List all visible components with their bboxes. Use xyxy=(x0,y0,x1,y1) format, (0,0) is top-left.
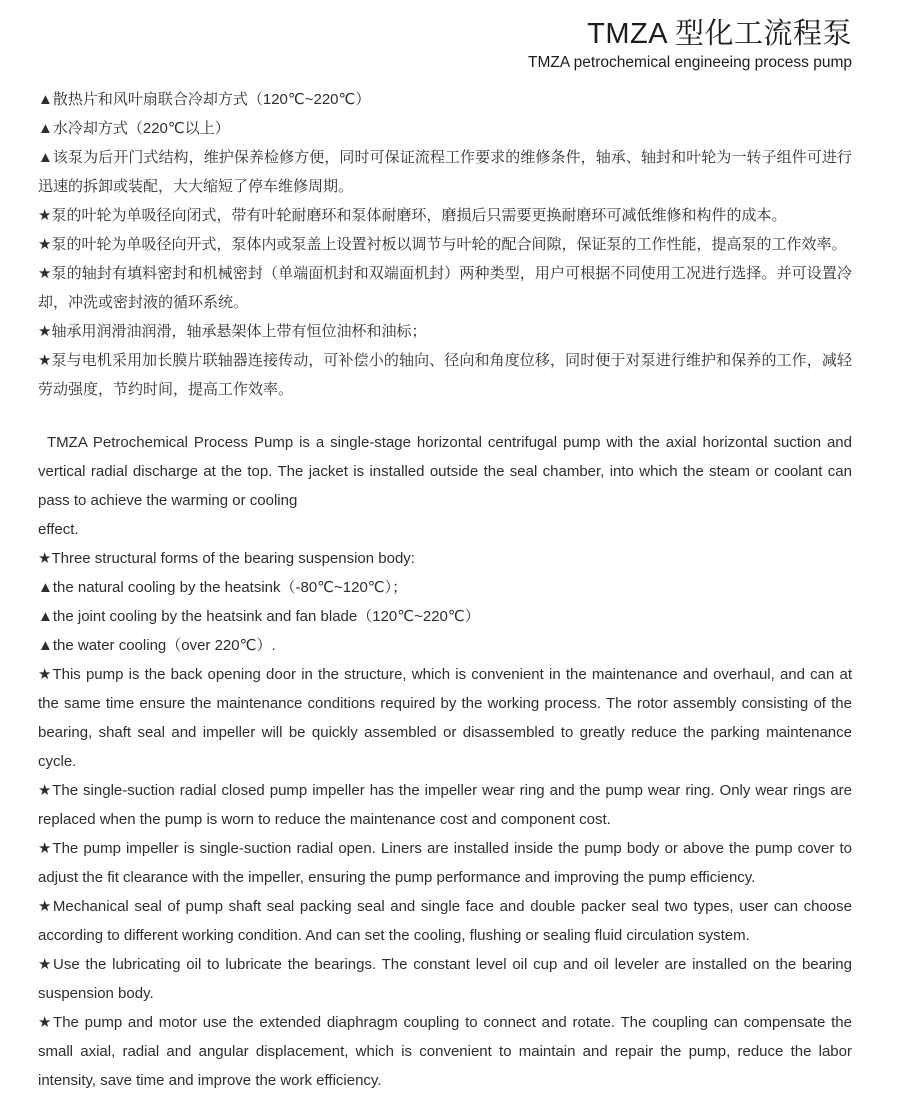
cn-paragraph-8: ★泵与电机采用加长膜片联轴器连接传动，可补偿小的轴向、径向和角度位移，同时便于对泵进行维护和保养的工作，减轻劳动强度，节约时间，提高工作效率。 xyxy=(38,352,852,398)
chinese-features-section xyxy=(38,85,852,404)
en-paragraph-4: ▲the natural cooling by the heatsink（-80℃~120℃）； xyxy=(38,579,408,596)
en-paragraph-8: ★The single-suction radial closed pump impeller has the impeller wear ring and the pump wear ring. Only wear rings are replaced when the pump is worn to reduce the maintenance cost and component cost. xyxy=(38,782,852,828)
page-subtitle: TMZA petrochemical engineeing process pump xyxy=(528,54,852,71)
cn-paragraph-4: ★泵的叶轮为单吸径向闭式，带有叶轮耐磨环和泵体耐磨环，磨损后只需要更换耐磨环可减低维修和构件的成本。 xyxy=(38,207,787,224)
page-header xyxy=(38,16,852,74)
cn-paragraph-6: ★泵的轴封有填料密封和机械密封（单端面机封和双端面机封）两种类型，用户可根据不同使用工况进行选择。并可设置冷却，冲洗或密封液的循环系统。 xyxy=(38,265,852,311)
cn-paragraph-2: ▲水冷却方式（220℃以上） xyxy=(38,120,230,137)
en-paragraph-6: ▲the water cooling（over 220℃）. xyxy=(38,637,276,654)
page-title: TMZA 型化工流程泵 xyxy=(587,18,852,50)
en-paragraph-7: ★This pump is the back opening door in the structure, which is convenient in the maintenance and overhaul, and can at the same time ensure the maintenance conditions required by the working process. The rotor assembly consisting of the bearing, shaft seal and impeller will be quickly assembled or disassembled to greatly reduce the parking maintenance cycle. xyxy=(38,666,852,770)
cn-paragraph-3: ▲该泵为后开门式结构，维护保养检修方便，同时可保证流程工作要求的维修条件，轴承、轴封和叶轮为一转子组件可进行迅速的拆卸或装配，大大缩短了停车维修周期。 xyxy=(38,149,852,195)
en-paragraph-5: ▲the joint cooling by the heatsink and fan blade（120℃~220℃） xyxy=(38,608,480,625)
en-paragraph-2: effect. xyxy=(38,521,79,538)
en-paragraph-10: ★Mechanical seal of pump shaft seal packing seal and single face and double packer seal two types, user can choose according to different working condition. And can set the cooling, flushing or sealing fluid circulation system. xyxy=(38,898,852,944)
cn-paragraph-7: ★轴承用润滑油润滑，轴承悬架体上带有恒位油杯和油标； xyxy=(38,323,427,340)
cn-paragraph-5: ★泵的叶轮为单吸径向开式，泵体内或泵盖上设置衬板以调节与叶轮的配合间隙，保证泵的工作性能，提高泵的工作效率。 xyxy=(38,236,847,253)
en-paragraph-1: TMZA Petrochemical Process Pump is a single-stage horizontal centrifugal pump with the axial horizontal suction and vertical radial discharge at the top. The jacket is installed outside the seal chamber, into which the steam or coolant can pass to achieve the warming or cooling xyxy=(38,434,852,509)
english-description-section xyxy=(38,428,852,1095)
en-paragraph-12: ★The pump and motor use the extended diaphragm coupling to connect and rotate. The coupling can compensate the small axial, radial and angular displacement, which is convenient to maintain and repair the pump, reduce the labor intensity, save time and improve the work efficiency. xyxy=(38,1014,852,1089)
en-paragraph-11: ★Use the lubricating oil to lubricate the bearings. The constant level oil cup and oil leveler are installed on the bearing suspension body. xyxy=(38,956,852,1002)
en-paragraph-3: ★Three structural forms of the bearing suspension body: xyxy=(38,550,415,567)
en-paragraph-9: ★The pump impeller is single-suction radial open. Liners are installed inside the pump body or above the pump cover to adjust the fit clearance with the impeller, ensuring the pump performance and improving the pump efficiency. xyxy=(38,840,852,886)
cn-paragraph-1: ▲散热片和风叶扇联合冷却方式（120℃~220℃） xyxy=(38,91,371,108)
